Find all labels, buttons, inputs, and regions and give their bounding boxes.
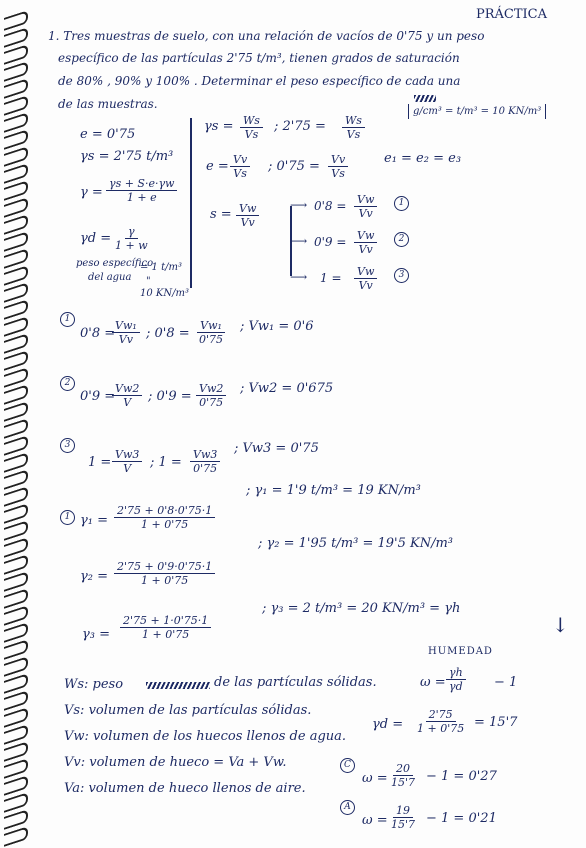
spiral-binding — [0, 0, 30, 848]
case-2-mid: ; 0'9 = — [148, 389, 192, 404]
gamma-formula-label: γ = — [80, 185, 103, 200]
humidity-title: HUMEDAD — [428, 646, 493, 657]
given-specific-weight: γs = 2'75 t/m³ — [80, 149, 174, 164]
water-label-1: peso específico — [76, 258, 154, 269]
saturation-fraction: $\frac{Vw}{Vv}$ — [236, 202, 259, 229]
case-1-fraction-a: $\frac{\text{Vw₁}}{Vv}$ — [112, 319, 140, 346]
case-3-fraction-a: $\frac{Vw3}{V}$ — [112, 448, 142, 475]
gamma-dry-calc-fraction: $\frac{2'75}{1 + 0'75}$ — [417, 708, 465, 735]
case-1-mid: ; 0'8 = — [146, 326, 190, 341]
e-relation-sep: ; 0'75 = — [268, 159, 320, 174]
gs-relation-fraction: $\frac{Ws}{Vs}$ — [240, 114, 263, 141]
branch-2-label: 0'9 = — [314, 235, 347, 249]
case-3-mid: ; 1 = — [150, 455, 182, 470]
humidity-formula-fraction: $\frac{\gamma h}{\gamma d}$ — [446, 666, 466, 693]
case-1-tag: 1 — [60, 312, 75, 327]
gamma-dry-calc-result: = 15'7 — [474, 715, 518, 730]
unit-scribble — [414, 95, 436, 102]
e-relation-fraction-2: $\frac{Vv}{Vs}$ — [328, 153, 348, 180]
humidity-a-tag: A — [340, 800, 355, 815]
case-2-tag: 2 — [60, 376, 75, 391]
humidity-c-label: ω = — [362, 771, 388, 786]
gamma-dry-calc-label: γd = — [372, 717, 404, 732]
branch-arrow-1: ⟶ — [290, 198, 308, 212]
gamma-2-label: γ₂ = — [80, 569, 109, 584]
gamma-formula-fraction: $\frac{\gamma s + S\cdot e\cdot\gamma w}{1 + e}$ — [106, 177, 177, 204]
gamma-1-label: γ₁ = — [80, 513, 109, 528]
down-arrow: ↓ — [552, 613, 569, 637]
gamma-3-label: γ₃ = — [82, 627, 111, 642]
gamma-3-fraction: $\frac{2'75 + 1\cdot 0'75\cdot 1}{1 + 0'75}$ — [120, 614, 211, 641]
case-1-lhs: 0'8 = — [80, 326, 116, 341]
water-value-1: = 1 t/m³ — [140, 262, 182, 273]
humidity-a-label: ω = — [362, 813, 388, 828]
gs-relation-sep: ; 2'75 = — [274, 119, 326, 134]
given-void-ratio: e = 0'75 — [80, 127, 136, 142]
e-relation-fraction: $\frac{Vv}{Vs}$ — [230, 153, 250, 180]
humidity-a-fraction: $\frac{19}{15'7}$ — [391, 804, 416, 831]
humidity-formula-tail: − 1 — [494, 675, 518, 690]
case-2-lhs: 0'9 = — [80, 389, 116, 404]
branch-2-number: 2 — [394, 232, 409, 247]
gamma-2-result: ; γ₂ = 1'95 t/m³ = 19'5 KN/m³ — [258, 536, 453, 551]
definition-ws-end: de las partículas sólidas. — [214, 675, 377, 690]
definition-ws-start: Ws: peso — [64, 677, 124, 692]
problem-line-3: de 80% , 90% y 100% . Determinar el peso específico de cada una — [58, 74, 461, 88]
branch-arrow-3: ⟶ — [290, 270, 308, 284]
definition-vs: Vs: volumen de las partículas sólidas. — [64, 703, 312, 718]
gamma-dry-fraction: $\frac{\gamma}{1 + w}$ — [115, 225, 148, 252]
gamma-1-result: ; γ₁ = 1'9 t/m³ = 19 KN/m³ — [246, 483, 421, 498]
branch-1-label: 0'8 = — [314, 199, 347, 213]
humidity-c-tag: C — [340, 758, 355, 773]
branch-1-fraction: $\frac{Vw}{Vv}$ — [354, 193, 377, 220]
humidity-c-fraction: $\frac{20}{15'7}$ — [391, 762, 416, 789]
spiral-ring — [4, 826, 28, 847]
humidity-c-result: − 1 = 0'27 — [426, 769, 497, 784]
definition-va: Va: volumen de hueco llenos de aire. — [64, 781, 306, 796]
branch-3-number: 3 — [394, 268, 409, 283]
problem-line-2: específico de las partículas 2'75 t/m³, tienen grados de saturación — [58, 51, 460, 65]
branch-1-number: 1 — [394, 196, 409, 211]
gamma-3-result: ; γ₃ = 2 t/m³ = 20 KN/m³ = γh — [262, 601, 461, 616]
water-label-2: del agua — [88, 272, 132, 283]
case-2-fraction-b: $\frac{Vw2}{0'75}$ — [196, 382, 226, 409]
problem-line-1: 1. Tres muestras de suelo, con una relación de vacíos de 0'75 y un peso — [48, 29, 485, 43]
case-3-result: ; Vw3 = 0'75 — [234, 441, 319, 456]
void-ratio-equality: e₁ = e₂ = e₃ — [384, 151, 462, 166]
branch-3-label: 1 = — [320, 271, 342, 285]
e-relation-label: e = — [206, 159, 229, 174]
case-1-fraction-b: $\frac{\text{Vw₁}}{0'75}$ — [199, 319, 224, 346]
branch-3-fraction: $\frac{Vw}{Vv}$ — [354, 265, 377, 292]
definition-vv: Vv: volumen de hueco = Va + Vw. — [64, 755, 287, 770]
gs-relation-label: γs = — [204, 119, 234, 134]
definition-vw: Vw: volumen de los huecos llenos de agua. — [64, 729, 347, 744]
problem-line-4: de las muestras. — [58, 97, 158, 111]
gamma-2-fraction: $\frac{2'75 + 0'9\cdot 0'75\cdot 1}{1 + 0'75}$ — [114, 560, 215, 587]
case-1-result: ; Vw₁ = 0'6 — [240, 319, 314, 334]
gs-relation-fraction-2: $\frac{Ws}{Vs}$ — [342, 114, 365, 141]
case-3-tag: 3 — [60, 438, 75, 453]
humidity-a-result: − 1 = 0'21 — [426, 811, 497, 826]
unit-conversion-box: g/cm³ = t/m³ = 10 KN/m³ — [408, 104, 546, 119]
branch-arrow-2: ⟶ — [290, 234, 308, 248]
gamma-dry-label: γd = — [80, 231, 112, 246]
saturation-label: s = — [210, 207, 232, 222]
water-ditto: " — [146, 276, 151, 287]
humidity-formula-label: ω = — [420, 675, 446, 690]
crossed-out-word — [146, 682, 210, 689]
water-value-2: 10 KN/m³ — [140, 288, 189, 299]
case-2-result: ; Vw2 = 0'675 — [240, 381, 334, 396]
column-divider — [190, 118, 192, 288]
page-title: PRÁCTICA — [476, 7, 548, 22]
case-3-fraction-b: $\frac{Vw3}{0'75}$ — [190, 448, 220, 475]
case-3-lhs: 1 = — [88, 455, 112, 470]
branch-2-fraction: $\frac{Vw}{Vv}$ — [354, 229, 377, 256]
gamma-1-fraction: $\frac{2'75 + 0'8\cdot 0'75\cdot 1}{1 + 0'75}$ — [114, 504, 215, 531]
gamma-section-tag: 1 — [60, 510, 75, 525]
case-2-fraction-a: $\frac{Vw2}{V}$ — [112, 382, 142, 409]
